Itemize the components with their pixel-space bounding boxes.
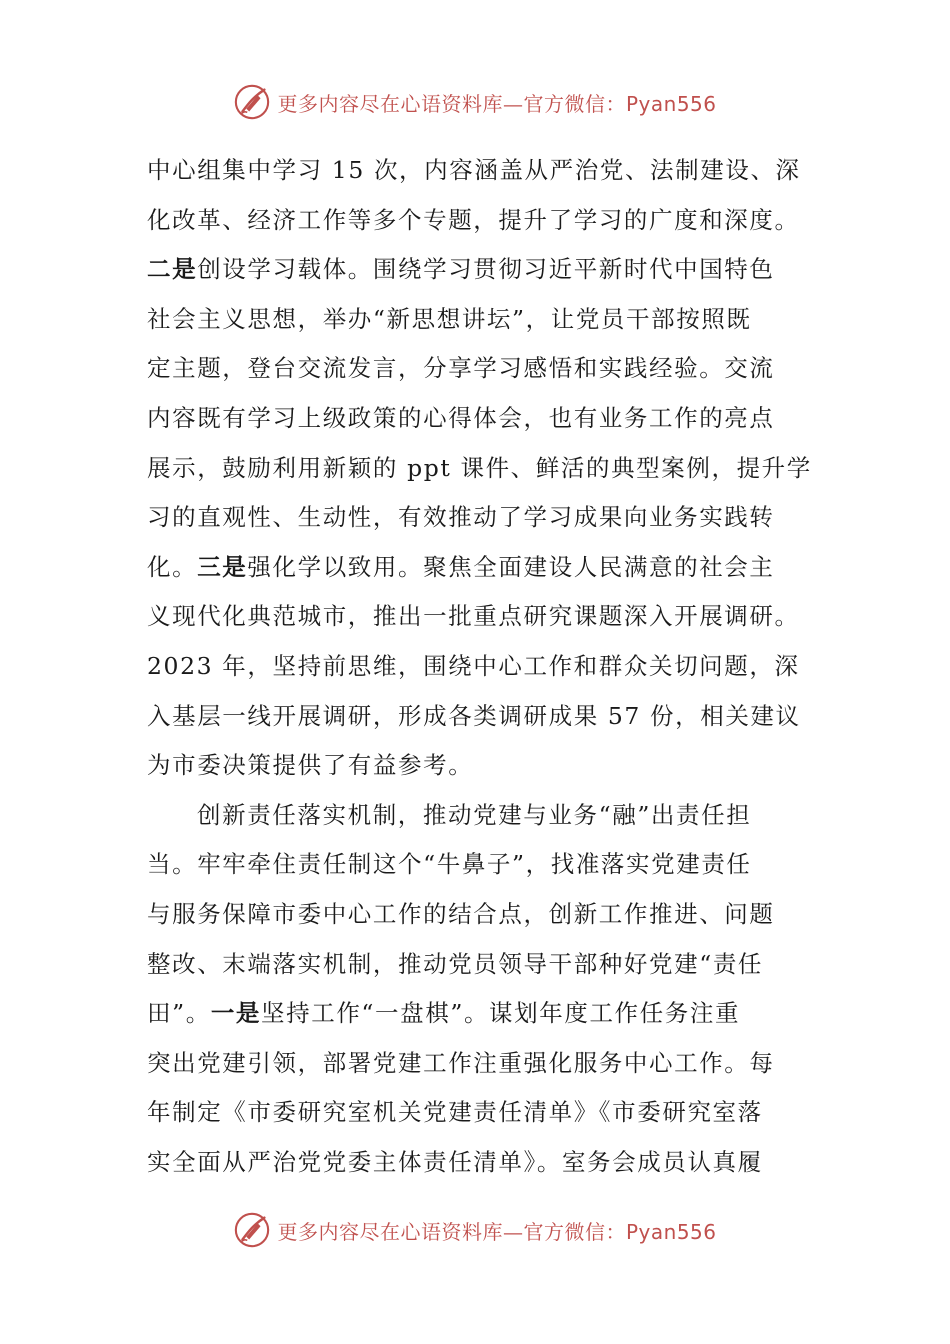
footer-watermark [0,1208,950,1252]
text-line [147,989,807,1039]
text-line [147,543,807,593]
document-body [147,146,812,1187]
watermark-banner [233,1211,716,1249]
text-line-content: 义现代化典范城市，推出一批重点研究课题深入开展调研。 [147,602,800,631]
watermark-separator: — [502,91,524,116]
watermark-banner [233,83,716,121]
text-line-content: 创设学习载体。围绕学习贯彻习近平新时代中国特色 [197,255,775,284]
watermark-separator: — [502,1219,524,1244]
watermark-text [277,1216,716,1245]
text-line-content: 与服务保障市委中心工作的结合点，创新工作推进、问题 [147,899,775,928]
pen-logo-icon [233,83,271,121]
text-line-content: 实全面从严治党党委主体责任清单》。室务会成员认真履 [147,1147,763,1176]
text-line-content: 年制定《市委研究室机关党建责任清单》《市委研究室落 [147,1098,763,1127]
text-line [147,840,807,890]
text-line [147,196,807,246]
text-line [147,592,807,642]
watermark-prefix: 更多内容尽在心语资料库 [277,91,503,116]
text-line [147,493,807,543]
bold-lead: 一是 [210,999,262,1028]
watermark-wechat-id: Pyan556 [625,1219,717,1244]
text-line-content: 2023 年，坚持前思维，围绕中心工作和群众关切问题，深 [147,651,800,680]
text-line-content: 突出党建引领，部署党建工作注重强化服务中心工作。每 [147,1048,775,1077]
text-line [147,642,807,692]
watermark-wechat-id: Pyan556 [625,91,717,116]
text-line [147,146,807,196]
text-line-content: 习的直观性、生动性，有效推动了学习成果向业务实践转 [147,503,775,532]
text-line-content: 创新责任落实机制，推动党建与业务“融”出责任担 [197,800,752,829]
text-line [147,741,807,791]
pen-logo-icon [233,1211,271,1249]
watermark-prefix: 更多内容尽在心语资料库 [277,1219,503,1244]
text-line-content: 当。牢牢牵住责任制这个“牛鼻子”，找准落实党建责任 [147,850,752,879]
text-line-content: 展示，鼓励利用新颖的 ppt 课件、鲜活的典型案例，提升学 [147,453,812,482]
text-line-content: 化改革、经济工作等多个专题，提升了学习的广度和深度。 [147,205,800,234]
text-line-content: 坚持工作“一盘棋”。谋划年度工作任务注重 [261,999,741,1028]
text-line [147,295,807,345]
bold-lead: 三是 [197,552,248,581]
text-line-content: 入基层一线开展调研，形成各类调研成果 57 份，相关建议 [147,701,801,730]
text-line-content: 社会主义思想，举办“新思想讲坛”，让党员干部按照既 [147,304,752,333]
text-line-prefix: 化。 [147,552,198,581]
text-line-content: 中心组集中学习 15 次，内容涵盖从严治党、法制建设、深 [147,156,801,184]
text-line-content: 强化学以致用。聚焦全面建设人民满意的社会主 [247,552,775,581]
text-line-content: 内容既有学习上级政策的心得体会，也有业务工作的亮点 [147,403,775,432]
text-line [147,344,807,394]
text-line [147,890,807,940]
watermark-wechat-label: 官方微信： [523,91,626,116]
watermark-wechat-label: 官方微信： [523,1219,626,1244]
text-line [147,791,807,841]
text-line-content: 定主题，登台交流发言，分享学习感悟和实践经验。交流 [147,354,775,383]
text-line-content: 为市委决策提供了有益参考。 [147,751,474,780]
header-watermark [0,80,950,124]
text-line-content: 整改、末端落实机制，推动党员领导干部种好党建“责任 [147,949,764,978]
text-line [147,940,807,990]
bold-lead: 二是 [147,255,198,284]
watermark-text [277,88,716,117]
text-line [147,444,812,494]
text-line [147,394,807,444]
text-line [147,245,807,295]
text-line [147,1138,807,1188]
text-line [147,1039,807,1089]
text-line [147,692,807,742]
text-line [147,1088,807,1138]
text-line-prefix: 田”。 [147,999,211,1028]
